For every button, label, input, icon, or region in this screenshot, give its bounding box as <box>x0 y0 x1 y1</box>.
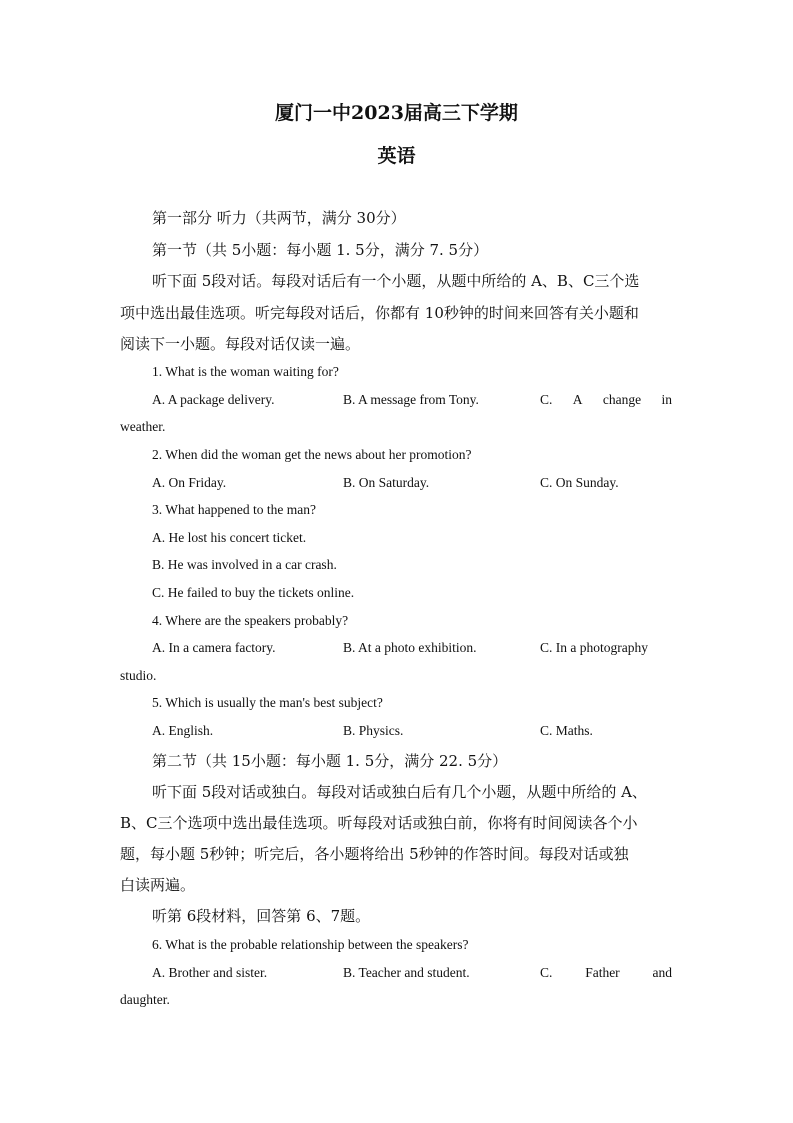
question-4-option-a: A. In a camera factory. <box>152 640 276 655</box>
question-4-option-c: C. In a photography <box>540 640 648 655</box>
question-6-stem: 6. What is the probable relationship between the speakers? <box>152 937 469 952</box>
section1-instruction-line: 听下面 5段对话。每段对话后有一个小题，从题中所给的 A、B、C三个选 <box>152 272 640 290</box>
question-1-option-c-continued: weather. <box>120 419 166 434</box>
section2-instruction-line: 白读两遍。 <box>120 876 196 894</box>
part1-heading: 第一部分 听力（共两节，满分 30分） <box>152 209 406 227</box>
question-5-stem: 5. Which is usually the man's best subject? <box>152 695 383 710</box>
question-4-option-b: B. At a photo exhibition. <box>343 640 477 655</box>
question-5-option-a: A. English. <box>152 723 214 738</box>
question-2-stem: 2. When did the woman get the news about her promotion? <box>152 447 472 462</box>
option-c-word: C. <box>540 392 553 407</box>
exam-subject: 英语 <box>377 145 416 167</box>
section1-instruction-line: 阅读下一小题。每段对话仅读一遍。 <box>120 335 361 353</box>
question-6-option-c-continued: daughter. <box>120 992 170 1007</box>
question-3-option-c: C. He failed to buy the tickets online. <box>152 585 355 600</box>
option-c-word: A <box>572 392 583 407</box>
exam-title: 厦门一中2023届高三下学期 <box>275 102 518 124</box>
option-c-word: in <box>661 392 672 407</box>
section1-heading: 第一节（共 5小题：每小题 1. 5分，满分 7. 5分） <box>152 241 489 259</box>
question-2-option-a: A. On Friday. <box>152 475 227 490</box>
question-6-option-b: B. Teacher and student. <box>343 965 470 980</box>
question-3-stem: 3. What happened to the man? <box>152 502 316 517</box>
option-c-word: change <box>602 392 642 407</box>
question-2-option-b: B. On Saturday. <box>343 475 430 490</box>
question-4-option-c-continued: studio. <box>120 668 157 683</box>
option-c-word: and <box>652 965 672 980</box>
question-2-option-c: C. On Sunday. <box>540 475 619 490</box>
question-3-option-b: B. He was involved in a car crash. <box>152 557 337 572</box>
question-6-option-c <box>540 965 672 981</box>
section2-heading: 第二节（共 15小题：每小题 1. 5分，满分 22. 5分） <box>152 752 508 770</box>
option-c-word: Father <box>585 965 620 980</box>
material-note: 听第 6段材料，回答第 6、7题。 <box>152 907 371 925</box>
question-5-option-c: C. Maths. <box>540 723 593 738</box>
question-1-option-b: B. A message from Tony. <box>343 392 479 407</box>
section1-instruction-line: 项中选出最佳选项。听完每段对话后，你都有 10秒钟的时间来回答有关小题和 <box>120 304 639 322</box>
section2-instruction-line: 题，每小题 5秒钟；听完后，各小题将给出 5秒钟的作答时间。每段对话或独 <box>120 845 629 863</box>
question-3-option-a: A. He lost his concert ticket. <box>152 530 307 545</box>
section2-instruction-line: B、C三个选项中选出最佳选项。听每段对话或独白前，你将有时间阅读各个小 <box>120 814 638 832</box>
question-4-stem: 4. Where are the speakers probably? <box>152 613 349 628</box>
question-1-option-c <box>540 392 672 408</box>
question-1-stem: 1. What is the woman waiting for? <box>152 364 339 379</box>
option-c-word: C. <box>540 965 553 980</box>
question-1-option-a: A. A package delivery. <box>152 392 275 407</box>
question-5-option-b: B. Physics. <box>343 723 404 738</box>
section2-instruction-line: 听下面 5段对话或独白。每段对话或独白后有几个小题，从题中所给的 A、 <box>152 783 647 801</box>
question-6-option-a: A. Brother and sister. <box>152 965 268 980</box>
